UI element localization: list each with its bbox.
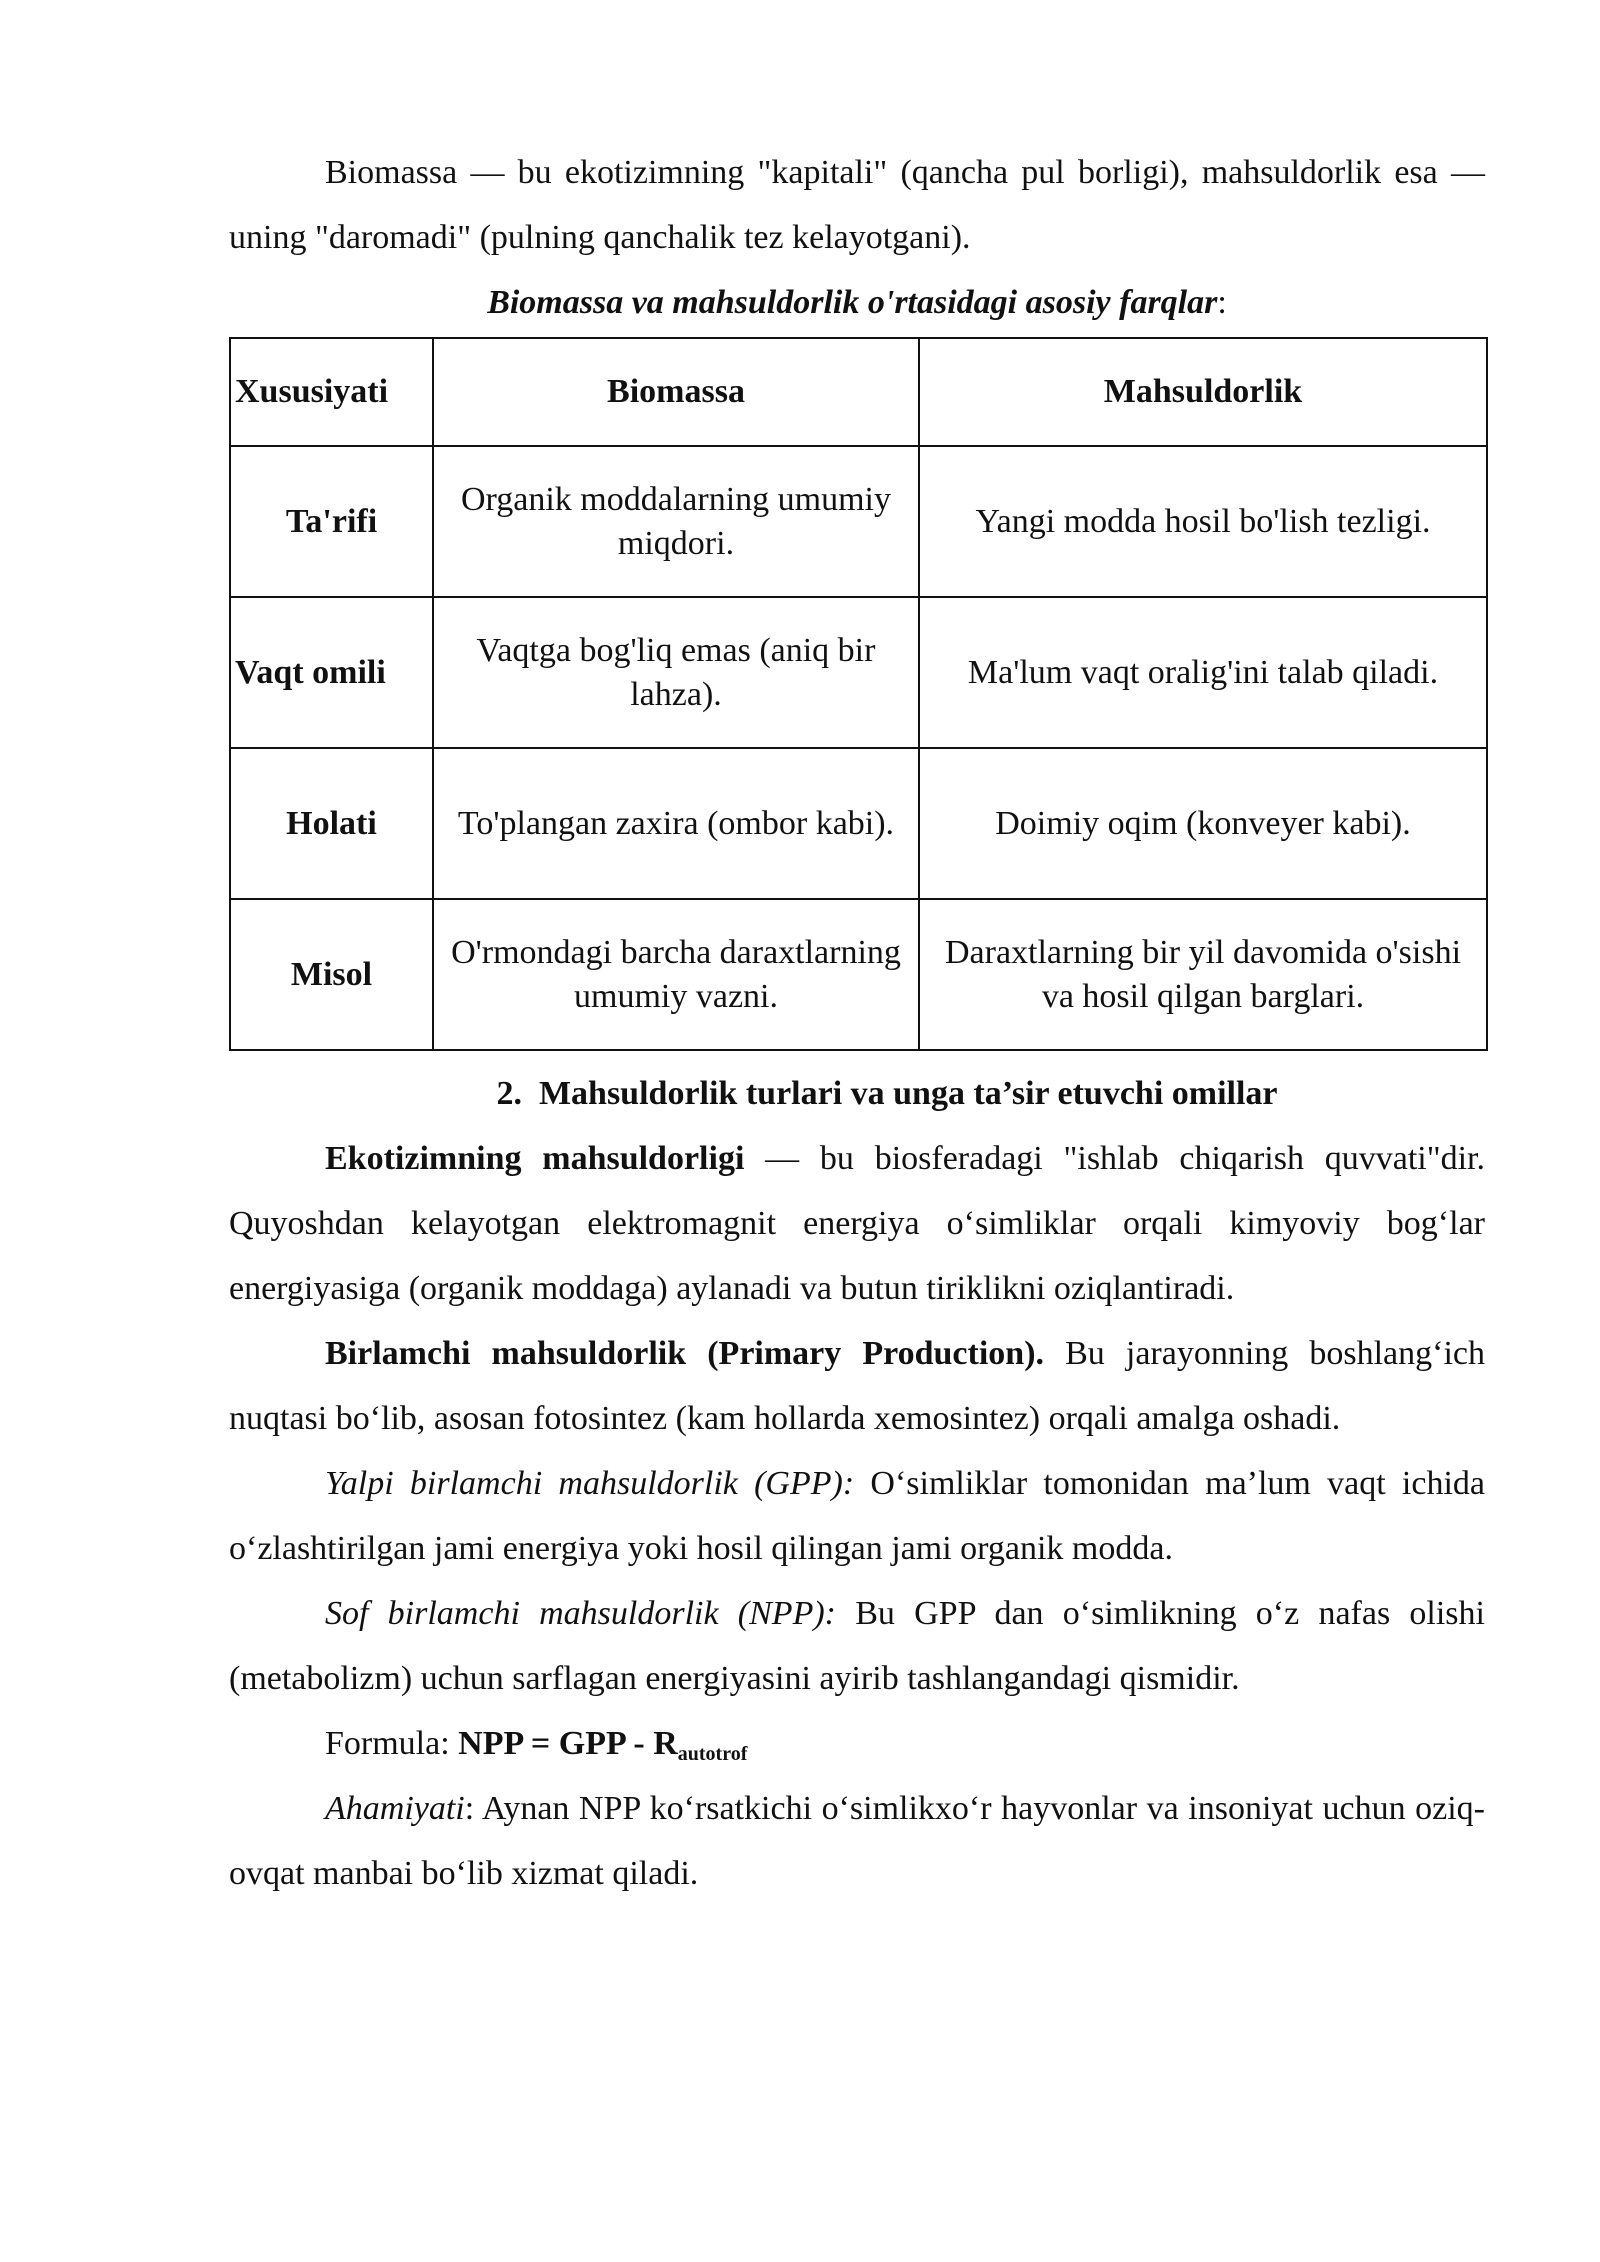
paragraph-primary-production <box>229 1321 1485 1451</box>
term-italic: Ahamiyati <box>325 1790 465 1827</box>
table-row <box>230 748 1487 899</box>
paragraph-npp <box>229 1581 1485 1711</box>
term-bold: Ekotizimning mahsuldorligi <box>325 1140 745 1177</box>
comparison-table <box>229 337 1488 1051</box>
term-italic: Sof birlamchi mahsuldorlik (NPP): <box>325 1595 836 1632</box>
row-biomassa: Organik moddalarning umumiy miqdori. <box>433 446 919 597</box>
term-italic: Yalpi birlamchi mahsuldorlik (GPP): <box>325 1465 855 1502</box>
row-biomassa: Vaqtga bog'liq emas (aniq bir lahza). <box>433 597 919 748</box>
row-property: Misol <box>230 899 433 1050</box>
table-caption <box>229 270 1485 335</box>
formula-label: Formula: <box>325 1725 459 1762</box>
header-mahsuldorlik: Mahsuldorlik <box>919 338 1487 446</box>
table-row <box>230 899 1487 1050</box>
section-title: Mahsuldorlik turlari va unga ta’sir etuvchi omillar <box>538 1075 1278 1112</box>
paragraph-text: — bu biosferadagi "ishlab chiqarish quvvati"dir. Quyoshdan kelayotgan elektromagnit energiya o‘simliklar orqali kimyoviy bog‘lar energiyasiga (organik moddaga) aylanadi va butun tiriklikni oziqlantiradi. <box>229 1140 1485 1307</box>
table-header-row <box>230 338 1487 446</box>
paragraph-text: O‘simliklar tomonidan ma’lum vaqt ichida o‘zlashtirilgan jami energiya yoki hosil qilingan jami organik modda. <box>229 1465 1485 1567</box>
section-number: 2. <box>496 1075 522 1112</box>
paragraph-gpp <box>229 1451 1485 1581</box>
row-mahsuldorlik: Ma'lum vaqt oralig'ini talab qiladi. <box>919 597 1487 748</box>
row-biomassa: To'plangan zaxira (ombor kabi). <box>433 748 919 899</box>
row-biomassa: O'rmondagi barcha daraxtlarning umumiy vazni. <box>433 899 919 1050</box>
intro-paragraph: Biomassa — bu ekotizimning "kapitali" (qancha pul borligi), mahsuldorlik esa — uning "daromadi" (pulning qanchalik tez kelayotgani). <box>229 154 1485 256</box>
row-property: Vaqt omili <box>230 597 433 748</box>
row-property: Ta'rifi <box>230 446 433 597</box>
document-page <box>229 140 1485 1906</box>
table-caption-suffix: : <box>1217 284 1227 321</box>
header-biomassa: Biomassa <box>433 338 919 446</box>
paragraph-importance <box>229 1776 1485 1906</box>
paragraph-productivity <box>229 1126 1485 1321</box>
header-property: Xususiyati <box>230 338 433 446</box>
formula-subscript: autotrof <box>677 1743 748 1765</box>
table-row <box>230 446 1487 597</box>
term-bold: Birlamchi mahsuldorlik (Primary Production). <box>325 1335 1045 1372</box>
paragraph-text: Bu GPP dan o‘simlikning o‘z nafas olishi (metabolizm) uchun sarflagan energiyasini ayirib tashlangandagi qismidir. <box>229 1595 1485 1697</box>
row-mahsuldorlik: Daraxtlarning bir yil davomida o'sishi va hosil qilgan barglari. <box>919 899 1487 1050</box>
table-row <box>230 597 1487 748</box>
row-mahsuldorlik: Doimiy oqim (konveyer kabi). <box>919 748 1487 899</box>
row-mahsuldorlik: Yangi modda hosil bo'lish tezligi. <box>919 446 1487 597</box>
table-caption-title: Biomassa va mahsuldorlik o'rtasidagi asosiy farqlar <box>487 284 1218 321</box>
paragraph-text: : Aynan NPP ko‘rsatkichi o‘simlikxo‘r hayvonlar va insoniyat uchun oziq-ovqat manbai bo‘lib xizmat qiladi. <box>229 1790 1485 1892</box>
formula-line <box>229 1711 1485 1776</box>
section-heading <box>229 1061 1485 1126</box>
paragraph-text: Bu jarayonning boshlang‘ich nuqtasi bo‘lib, asosan fotosintez (kam hollarda xemosintez) orqali amalga oshadi. <box>229 1335 1486 1437</box>
formula-expression: NPP = GPP - R <box>458 1725 678 1762</box>
row-property: Holati <box>230 748 433 899</box>
